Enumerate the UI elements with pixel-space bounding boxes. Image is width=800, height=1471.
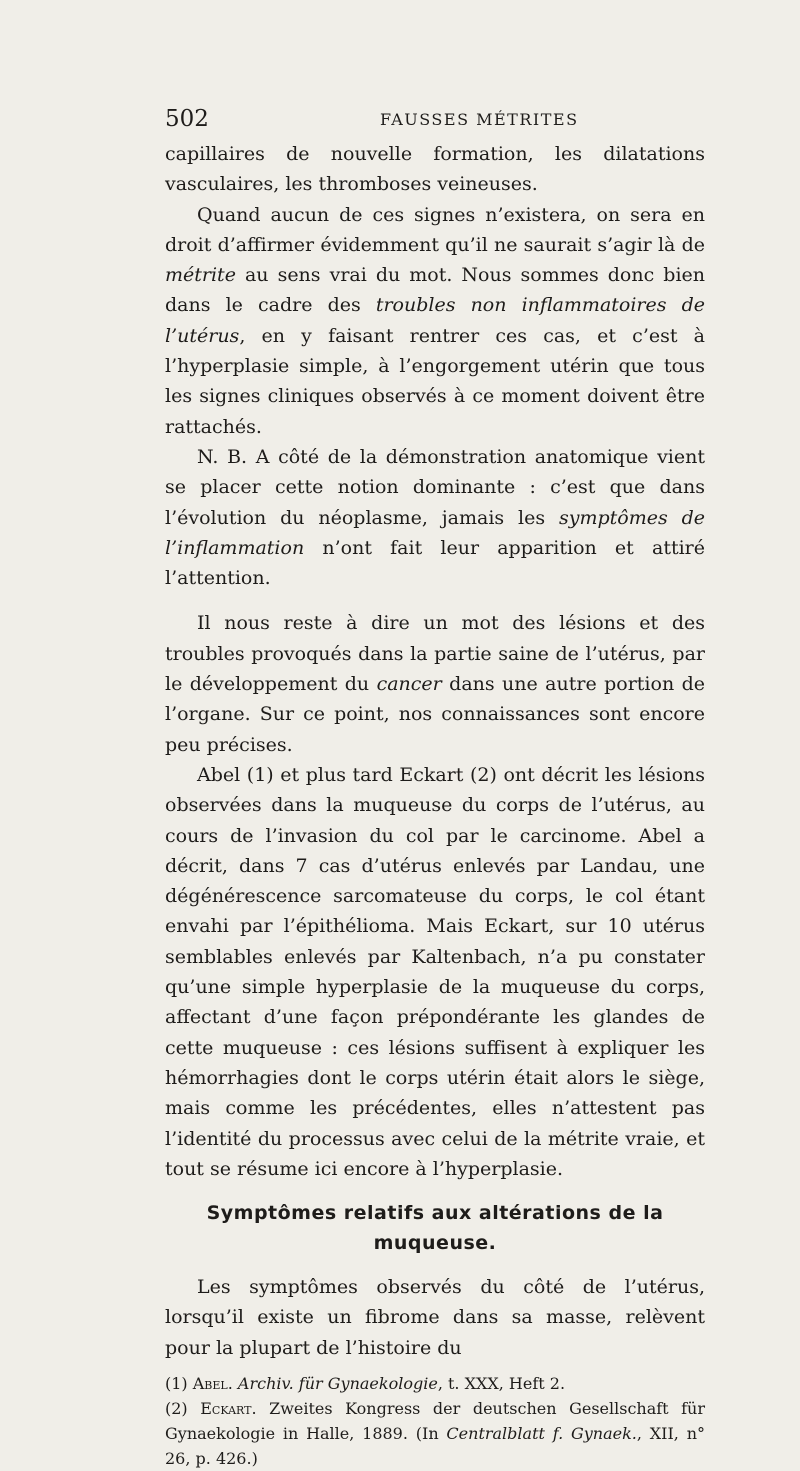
text-run: , XII, n° 26, p. 426.): [165, 1423, 706, 1468]
text-run: . Zweites Kongress der deutschen Gesellschaft für Gynaekologie in Halle, 1889. (In: [165, 1398, 706, 1443]
section-paragraph: [165, 1272, 705, 1363]
text-run: capillaires de nouvelle formation, les dilatations vasculaires, les thromboses veineuses.: [165, 143, 705, 196]
text-run: .: [227, 1373, 238, 1393]
text-run: Il nous reste à dire un mot des lésions et des troubles provoqués dans la partie saine de l’utérus, par le développement du: [165, 612, 705, 696]
text-run: au sens vrai du mot. Nous sommes donc bien dans le cadre des: [165, 264, 705, 317]
page-body: [165, 139, 705, 1471]
paragraph: [165, 139, 705, 200]
paragraph: [165, 442, 705, 593]
paragraph: [165, 608, 705, 759]
text-run: Abel (1) et plus tard Eckart (2) ont décrit les lésions observées dans la muqueuse du corps de l’utérus, au cours de l’invasion du col par le carcinome. Abel a décrit, dans 7 cas d’utérus enlevés par Landau, une dégénérescence sarcomateuse du corps, le col étant envahi par l’épithélioma. Mais Eckart, sur 10 utérus semblables enlevés par Kaltenbach, n’a pu constater qu’une simple hyperplasie de la muqueuse du corps, affectant d’une façon prépondérante les glandes de cette muqueuse : ces lésions suffisent à expliquer les hémorrhagies dont le corps utérin était alors le siège, mais comme les précédentes, elles n’attestent pas l’identité du processus avec celui de la métrite vraie, et tout se résume ici encore à l’hyperplasie.: [165, 763, 705, 1180]
italic-text: métrite: [165, 264, 236, 287]
text-run: N. B. A côté de la démonstration anatomique vient se placer cette notion dominante : c’est que dans l’évolution du néoplasme, jamais les: [165, 445, 705, 529]
text-run: Les symptômes observés du côté de l’utérus, lorsqu’il existe un fibrome dans sa masse, relèvent pour la plupart de l’histoire du: [165, 1276, 705, 1359]
text-run: dans une autre portion de l’organe. Sur ce point, nos connaissances sont encore peu précises.: [165, 673, 705, 756]
running-title: FAUSSES MÉTRITES: [380, 110, 579, 129]
footnote: [165, 1396, 705, 1471]
paragraph: [165, 200, 705, 442]
italic-text: symptômes de l’inflammation: [165, 506, 705, 559]
footnote: [165, 1371, 705, 1396]
text-run: n’ont fait leur apparition et attiré l’attention.: [165, 536, 705, 590]
page-header: [165, 106, 705, 136]
italic-text: troubles non inflammatoires de l’utérus: [165, 294, 706, 347]
text-run: Quand aucun de ces signes n’existera, on sera en droit d’affirmer évidemment qu’il ne saurait s’agir là de: [165, 203, 705, 256]
footnotes: [165, 1371, 705, 1471]
main-text: [165, 139, 705, 1184]
text-run: (2): [165, 1398, 201, 1418]
text-run: Eckart: [200, 1398, 252, 1418]
paragraph-gap: [165, 593, 705, 608]
section-text: [165, 1272, 705, 1363]
text-run: Abel: [192, 1373, 228, 1393]
text-run: (1): [165, 1373, 193, 1393]
italic-text: Archiv. für Gynaekologie: [237, 1373, 438, 1393]
section-heading: Symptômes relatifs aux altérations de la muqueuse.: [206, 1202, 664, 1255]
paragraph: [165, 760, 705, 1184]
text-run: , t. XXX, Heft 2.: [437, 1373, 566, 1393]
page-number: 502: [165, 106, 209, 132]
italic-text: cancer: [376, 673, 442, 696]
text-run: , en y faisant rentrer ces cas, et c’est à l’hyperplasie simple, à l’engorgement utérin que tous les signes cliniques observés à ce moment doivent être rattachés.: [165, 324, 705, 438]
italic-text: Centralblatt f. Gynaek.: [446, 1423, 637, 1443]
